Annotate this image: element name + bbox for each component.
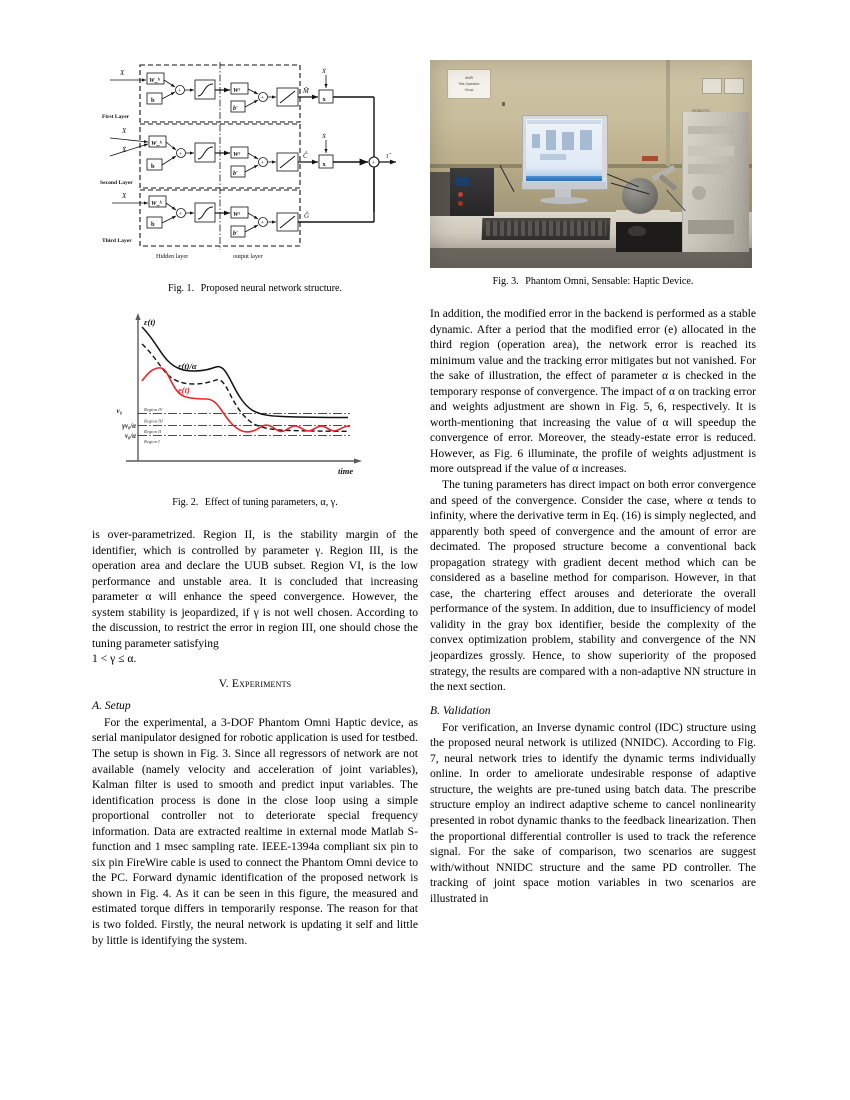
fig1-wo-2: Wᵌ xyxy=(233,151,241,158)
chart-region-label-4: Region IV xyxy=(144,407,163,412)
chart-label-e: e(t) xyxy=(178,385,190,395)
chart-series-epsilon-alpha xyxy=(142,344,348,431)
figure-1-caption-label: Fig. 1. xyxy=(168,283,195,294)
chart-x-axis-arrow xyxy=(354,458,362,463)
photo-sign-line-1: AMIR xyxy=(465,76,473,80)
fig1-layer-label-third: Third Layer xyxy=(102,238,132,244)
fig1-sum-icon: + xyxy=(260,95,264,102)
fig1-wo-1: Wᵌ xyxy=(233,87,241,94)
fig1-sum-icon: + xyxy=(178,211,182,218)
paragraph-tuning-parameters: The tuning parameters has direct impact on both error convergence and speed of the convergence. Consider the case, where α tends to infinity, where the derivative term in Eq. (16) is simply neglected, and apparently both speed of convergence and the amount of error are decimated. The proposed structure become a conventional back propagation strategy with gradient decent method which can be considered as a baseline method for comparison. However, in that case, the chartering effect arouses and deteriorate the overall performance of the system. In addition, due to insufficiency of model validity in the gray box identifier, beside the complexity of the convex optimization problem, stability and convergence of the NN jeopardizes grossly. Hence, to show superiority of the proposed strategy, the results are compared with a non-adaptive NN structure in the next section. xyxy=(430,478,756,694)
subsection-heading-validation: B. Validation xyxy=(430,703,491,717)
figure-3-caption xyxy=(430,275,756,288)
paragraph-modified-error: In addition, the modified error in the backend is performed as a stable dynamic. After a period that the modified error (e) allocated in the third region (operation area), the network error is reached its minimum value and the tracking error mitigates but not vanished. For the sake of illustration, the effect of parameter α is checked in the temporary response of convergence. The impact of α on tracking error and weights adjustment are shown in Fig. 5, 6, respectively. It is worth-mentioning that increasing the value of α will speedup the convergence of error. Moreover, the steady-estate error is reduced. However, as Fig. 6 illuminate, the profile of weights adjustment is more outspread if the value of α increases. xyxy=(430,307,756,476)
chart-label-epsilon: ε(t) xyxy=(144,317,156,327)
section-heading-experiments: V. Experiments xyxy=(218,677,292,690)
figure-1 xyxy=(92,60,418,275)
figure-3-photograph xyxy=(430,60,752,268)
figure-2-caption-text: Effect of tuning parameters, α, γ. xyxy=(204,497,338,508)
inline-equation: 1 < γ ≤ α. xyxy=(92,652,137,666)
fig1-b-1: b xyxy=(151,97,155,104)
fig1-wo-3: Wᵌ xyxy=(233,211,241,218)
fig1-sum-icon: + xyxy=(371,160,375,167)
chart-series-epsilon xyxy=(142,327,348,418)
figure-1-diagram xyxy=(100,60,400,270)
fig1-b-3: b xyxy=(151,221,155,228)
photo-sign-line-3: Group xyxy=(464,88,474,92)
figure-1-caption xyxy=(92,282,418,295)
fig1-signal-c: Ĉ xyxy=(303,152,308,160)
photo-sign-line-2: Tele-Operation xyxy=(458,82,480,86)
left-column xyxy=(92,60,418,948)
fig1-mul-input-1: Ẍ xyxy=(322,68,326,75)
fig1-wh-2: W‗ʰ xyxy=(151,140,162,147)
figure-2 xyxy=(92,309,418,489)
fig1-layer-label-first: First Layer xyxy=(102,114,130,120)
right-column xyxy=(430,60,756,906)
fig1-input-x2: X xyxy=(122,127,127,135)
fig1-bo-1: b′ xyxy=(233,105,238,112)
fig1-output-layer-label: output layer xyxy=(233,253,263,260)
chart-y-axis-arrow xyxy=(135,313,140,320)
figure-2-chart xyxy=(98,309,398,484)
fig1-wh-3: W‗ʰ xyxy=(151,200,162,207)
fig1-mul-input-2: Ẋ xyxy=(322,133,326,140)
fig1-sum-icon: + xyxy=(260,160,264,167)
fig1-signal-m: M̂ xyxy=(303,87,309,95)
paragraph-region-discussion: is over-parametrized. Region II, is the stability margin of the identifier, which is controlled by parameter γ. Region III, is the operation area and declare the UUB subset. Region VI, is the low performance and unstable area. It is concluded that increasing parameter α will enhance the speed convergence. However, the system stability is jeopardized, if γ is not well chosen. According to the discussion, to restrict the error in region III, one should chose the tuning parameter satisfying xyxy=(92,528,418,650)
chart-ytick-v0a: v₀/α xyxy=(124,433,136,440)
chart-ytick-gv0a: γv₀/α xyxy=(122,423,136,430)
fig1-input-x3: X xyxy=(122,192,127,200)
figure-2-caption-label: Fig. 2. xyxy=(172,497,199,508)
fig1-bo-3: b′ xyxy=(233,230,238,237)
chart-region-label-3: Region III xyxy=(144,418,163,424)
fig1-sum-icon: + xyxy=(260,220,264,227)
chart-series-e xyxy=(142,368,350,432)
fig1-input-xdot: Ẋ xyxy=(122,146,127,154)
fig1-multiply-icon: x xyxy=(322,96,326,103)
subsection-heading-setup: A. Setup xyxy=(92,698,131,712)
fig1-multiply-icon: x xyxy=(322,161,326,168)
fig1-b-2: b xyxy=(151,163,155,170)
fig1-signal-g: Ĝ xyxy=(304,212,310,220)
fig1-wh-1: W‗ʰ xyxy=(149,77,160,84)
fig1-input-x1: X xyxy=(120,69,125,77)
fig1-sum-icon: + xyxy=(177,88,181,95)
figure-2-caption xyxy=(92,496,418,509)
fig1-signal-tau: τ̂ xyxy=(386,152,389,160)
chart-label-epsilon-alpha: ε(t)/α xyxy=(178,361,197,371)
paragraph-validation: For verification, an Inverse dynamic control (IDC) structure using the proposed neural network is utilized (NNIDC). According to Fig. 7, neural network tries to identify the dynamic terms individually online. In order to ameliorate undesirable response of adaptive structure, the weights are pre-tuned using batch data. The prescribe structure employ an indirect adaptive scheme to cancel nonlinearity presented in robot dynamic thanks to the feedback linearization. Then the proportional differential controller is used to track the reference signal. For the sake of comparison, two scenarios are suggest with/without NNIDC structure and the same PD controller. The tracking of joint space motion variables in two scenarios are illustrated in xyxy=(430,720,756,905)
fig1-sum-icon: + xyxy=(178,151,182,158)
chart-ytick-v0: v₀ xyxy=(116,408,122,415)
chart-xaxis-label: time xyxy=(338,466,354,476)
photo-tower-label: ROBOTIC xyxy=(692,108,711,113)
figure-3-caption-label: Fig. 3. xyxy=(492,276,519,287)
fig1-bo-2: b′ xyxy=(233,170,238,177)
fig1-layer-label-second: Second Layer xyxy=(100,180,133,186)
photo-vignette xyxy=(430,60,752,268)
paragraph-setup: For the experimental, a 3-DOF Phantom Omni Haptic device, as serial manipulator designed for robotic application is used for testbed. The setup is shown in Fig. 3. Since all regressors of network are not available (namely velocity and acceleration of joint variables), Kalman filter is used to smooth and predict input variables. The identification process is done in the close loop using a simple proportional controller not to deteriorate special frequency information. Data are extracted realtime in external mode Matlab S-function and 1 msec sampling rate. IEEE-1394a compliant six pin to six pin FireWire cable is used to connect the Phantom Omni device to the PC. Forward dynamic identification of the proposed network is shown in Fig. 4. As it can be seen in this figure, the measured and estimated torque differs in temporarily response. The reason for that is two folded. Firstly, the neural network is updating it self and little by little is identifying the system. xyxy=(92,715,418,947)
figure-3-caption-text: Phantom Omni, Sensable: Haptic Device. xyxy=(525,276,694,287)
figure-1-caption-text: Proposed neural network structure. xyxy=(200,283,342,294)
fig1-hidden-layer-label: Hidden layer xyxy=(156,253,189,260)
chart-region-label-1: Region I xyxy=(144,439,160,444)
chart-region-label-2: Region II xyxy=(144,429,162,434)
